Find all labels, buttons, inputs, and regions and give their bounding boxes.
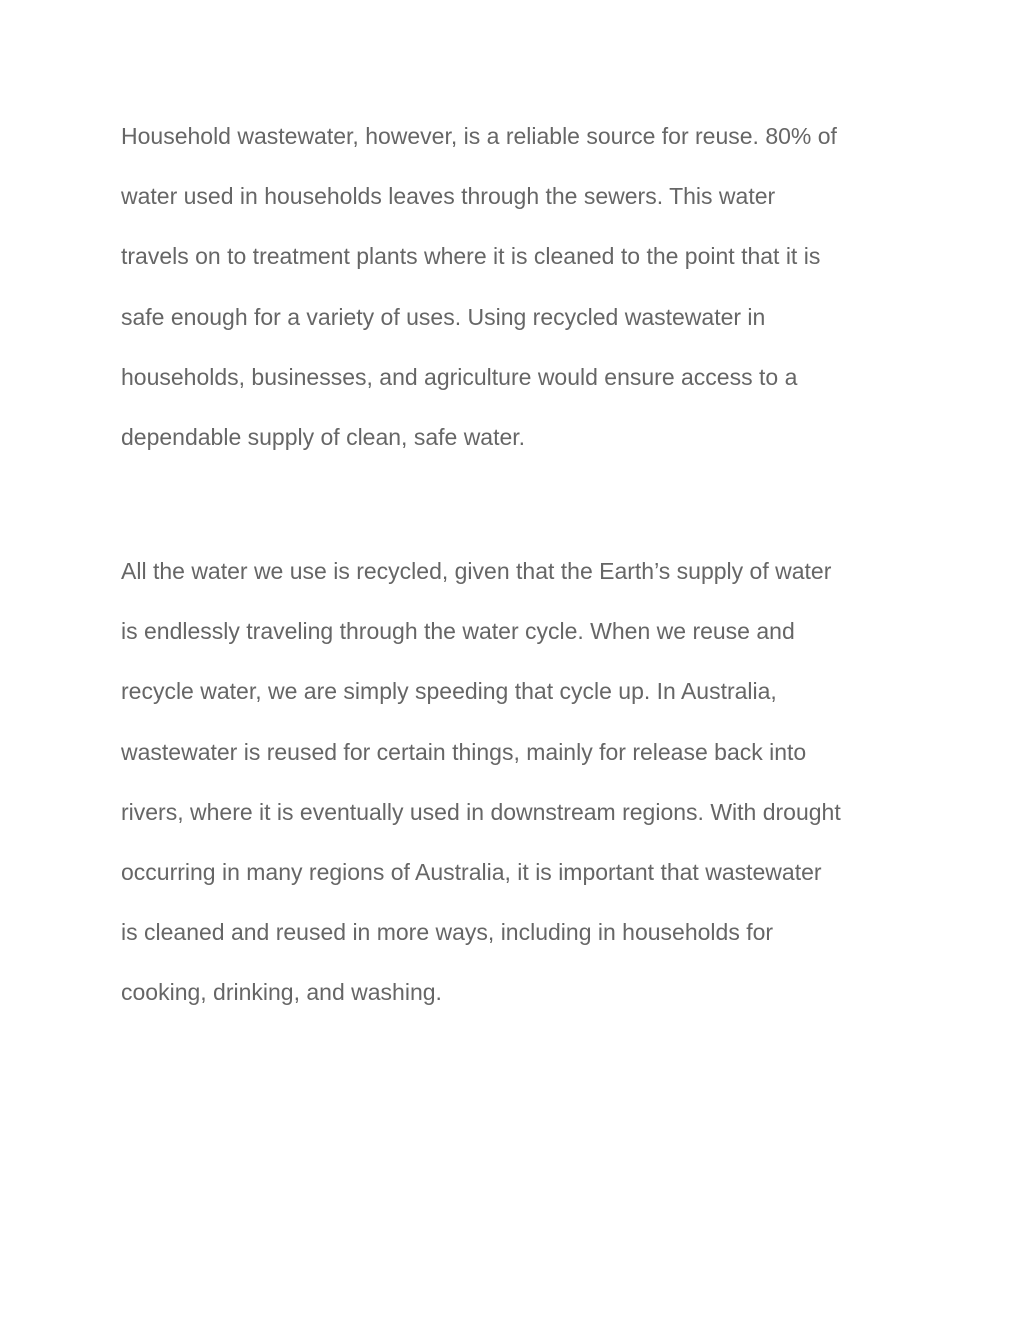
paragraph-line: wastewater is reused for certain things, mainly for release back into xyxy=(121,738,807,765)
paragraph-line: dependable supply of clean, safe water. xyxy=(121,424,526,451)
paragraph-line: is endlessly traveling through the water cycle. When we reuse and xyxy=(121,618,795,645)
paragraph-line: Household wastewater, however, is a reliable source for reuse. 80% of xyxy=(121,123,837,149)
paragraph-line: cooking, drinking, and washing. xyxy=(121,979,442,1006)
paragraph-line: travels on to treatment plants where it is cleaned to the point that it is xyxy=(121,243,821,270)
paragraph-line: water used in households leaves through the sewers. This water xyxy=(121,183,776,210)
paragraph-line: occurring in many regions of Australia, it is important that wastewater xyxy=(121,859,822,886)
paragraph-line: safe enough for a variety of uses. Using recycled wastewater in xyxy=(121,303,766,330)
paragraph-line: households, businesses, and agriculture would ensure access to a xyxy=(121,363,798,390)
paragraph-line: rivers, where it is eventually used in downstream regions. With drought xyxy=(121,798,841,825)
paragraph-line: is cleaned and reused in more ways, including in households for xyxy=(121,919,774,946)
paragraph-line: All the water we use is recycled, given that the Earth’s supply of water xyxy=(121,558,832,584)
paragraph-1 xyxy=(121,106,911,467)
paragraph-line: recycle water, we are simply speeding that cycle up. In Australia, xyxy=(121,678,777,705)
paragraph-2 xyxy=(121,541,911,1023)
